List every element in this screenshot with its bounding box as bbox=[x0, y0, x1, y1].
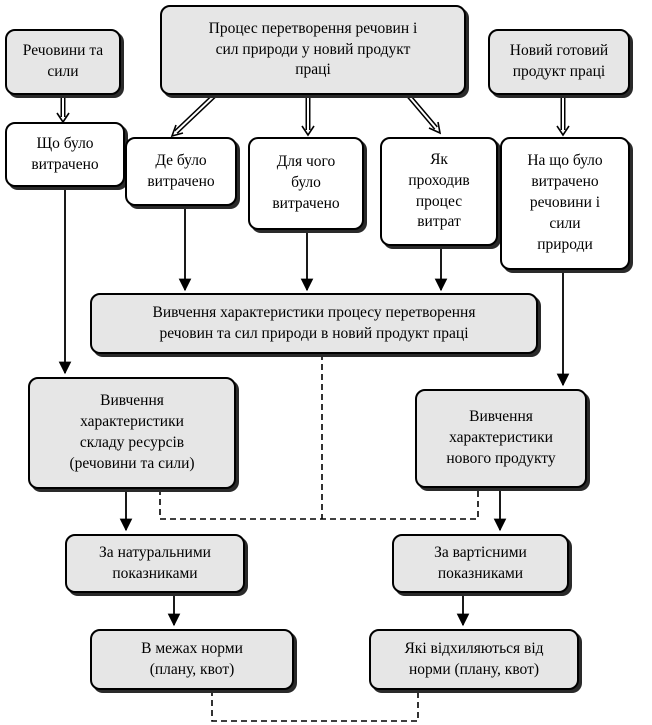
node-study-process-label: Вивчення характеристики процесу перетворення речовин та сил природи в новий продукт праці bbox=[152, 303, 476, 342]
double-arrow-process-to-how bbox=[408, 95, 440, 133]
node-where-spent-label: Де було витрачено bbox=[147, 151, 215, 190]
node-process-transformation bbox=[160, 5, 466, 95]
node-study-new-product-label: Вивчення характеристики нового продукту bbox=[446, 408, 556, 467]
node-study-resources bbox=[28, 377, 236, 489]
node-what-was-spent bbox=[5, 122, 125, 187]
node-deviating-norms bbox=[369, 629, 579, 690]
node-what-was-spent-label: Що було витрачено bbox=[31, 134, 99, 173]
node-study-resources-label: Вивчення характеристики складу ресурсів (речовини та сили) bbox=[69, 392, 195, 472]
node-value-indicators-label: За вартісними показниками bbox=[434, 543, 527, 582]
node-process-transformation-label: Процес перетворення речовин і сил природи у новий продукт праці bbox=[208, 19, 418, 79]
dashed-link-norms bbox=[212, 690, 418, 721]
node-new-finished-product bbox=[488, 29, 630, 95]
double-arrow-process-to-where bbox=[172, 95, 215, 136]
node-value-indicators bbox=[392, 534, 569, 593]
node-study-new-product bbox=[415, 389, 587, 488]
node-substances-forces-label: Речовини та сили bbox=[22, 42, 104, 80]
node-within-norms-label: В межах норми (плану, квот) bbox=[141, 639, 243, 678]
node-study-process bbox=[90, 293, 538, 354]
node-spent-on-what bbox=[500, 137, 630, 270]
node-what-for-spent-label: Для чого було витрачено bbox=[272, 153, 340, 212]
node-within-norms bbox=[90, 629, 294, 690]
node-how-process-went-label: Як проходив процес витрат bbox=[408, 150, 470, 231]
node-new-finished-product-label: Новий готовий продукт праці bbox=[509, 42, 609, 80]
double-arrow-substances-to-spent bbox=[57, 95, 69, 122]
double-arrow-process-to-whatfor bbox=[302, 95, 314, 135]
node-what-for-spent bbox=[248, 137, 364, 230]
node-how-process-went bbox=[380, 137, 498, 246]
node-natural-indicators bbox=[65, 534, 245, 593]
node-substances-forces bbox=[5, 29, 121, 95]
dashed-link-resources-product bbox=[160, 488, 478, 519]
node-natural-indicators-label: За натуральними показниками bbox=[99, 543, 211, 582]
node-where-spent bbox=[125, 137, 237, 206]
node-spent-on-what-label: На що було витрачено речовини і сили природи bbox=[527, 152, 603, 253]
node-deviating-norms-label: Які відхиляються від норми (плану, квот) bbox=[404, 639, 544, 678]
double-arrow-newproduct-to-spenton bbox=[557, 95, 569, 135]
